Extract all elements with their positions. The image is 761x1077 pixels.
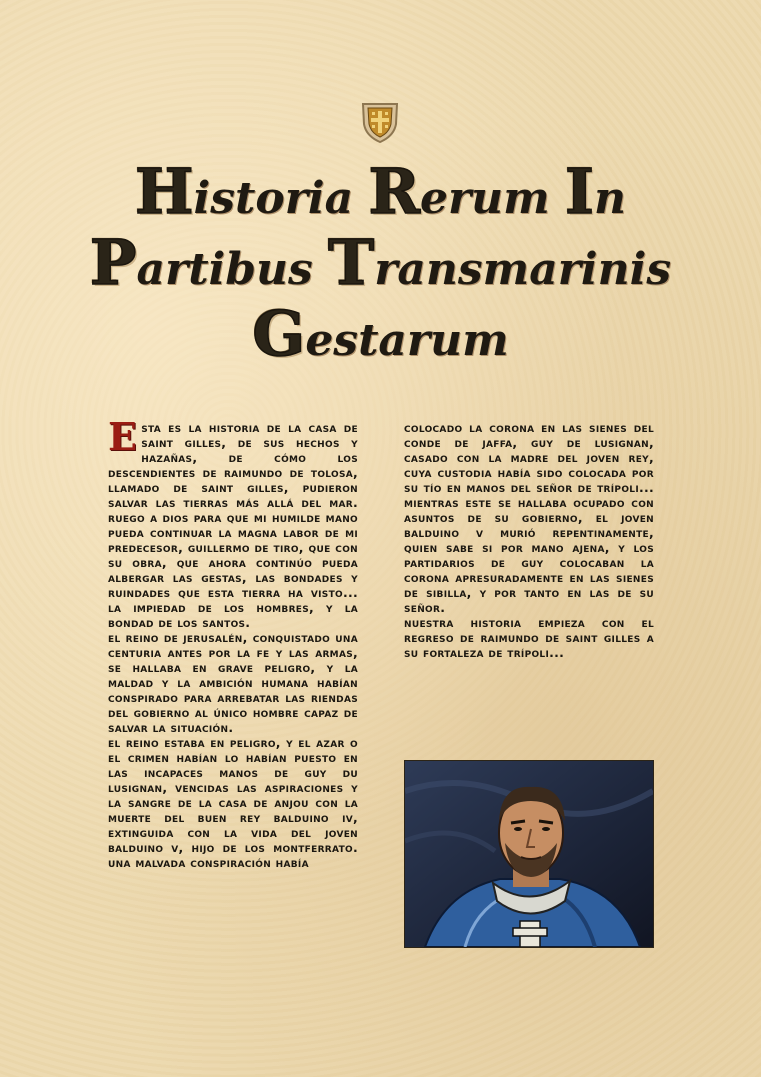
title-initial: G [252,297,306,370]
title-text: estarum [305,315,509,366]
paragraph: nuestra historia empieza con el regreso de raimundo de saint gilles a su fortaleza de trípoli... [404,615,654,660]
title-initial: I [565,155,595,228]
title-initial: H [134,155,194,228]
title-initial: T [328,226,375,299]
paragraph-text: sta es la historia de la casa de saint gilles, de sus hechos y hazañas, de cómo los descendientes de raimundo de tolosa, llamado de saint gilles, pudieron salvar las tierras más allá del mar. ruego a dios para que mi humilde mano pueda continuar la magna labor de mi predecesor, guillermo de tiro, que con su obra, que ahora continúo pueda albergar las gestas, las bondades y ruindades que esta tierra ha visto... la impiedad de los hombres, y la bondad de los santos. [108,420,358,630]
title-text: n [594,173,627,224]
paragraph: el reino de jerusalén, conquistado una centuria antes por la fe y las armas, se hallaba en grave peligro, y la maldad y la ambición humana habían conspirado para arrebatar las riendas del gobierno al único hombre capaz de salvar la situación. [108,630,358,735]
page-title [60,155,701,373]
paragraph: colocado la corona en las sienes del conde de jaffa, guy de lusignan, casado con la madre del joven rey, cuya custodia había sido colocada por su tío en manos del señor de trípoli... mientras este se hallaba ocupado con asuntos de su gobierno, el joven balduino v murió repentinamente, quien sabe si por mano ajena, y los partidarios de guy colocaban la corona apresuradamente en las sienes de sibilla, y por tanto en las de su señor. [404,420,654,615]
title-text: artibus [136,244,329,295]
title-initial: R [368,155,420,228]
text-column-left [108,414,358,870]
drop-cap: E [108,414,138,459]
title-initial: P [89,226,137,299]
title-text: ransmarinis [374,244,672,295]
title-text: istoria [193,173,369,224]
title-text: erum [419,173,566,224]
knight-portrait-image [404,760,654,948]
text-column-right [404,420,654,660]
paragraph: el reino estaba en peligro, y el azar o el crimen habían lo habían puesto en las incapaces manos de guy du lusignan, vencidas las aspiraciones y la sangre de la casa de anjou con la muerte del buen rey balduino iv, extinguida con la vida del joven balduino v, hijo de los montferrato. una malvada conspiración había [108,735,358,870]
paragraph [108,414,358,630]
crest-shield-icon [360,100,400,144]
